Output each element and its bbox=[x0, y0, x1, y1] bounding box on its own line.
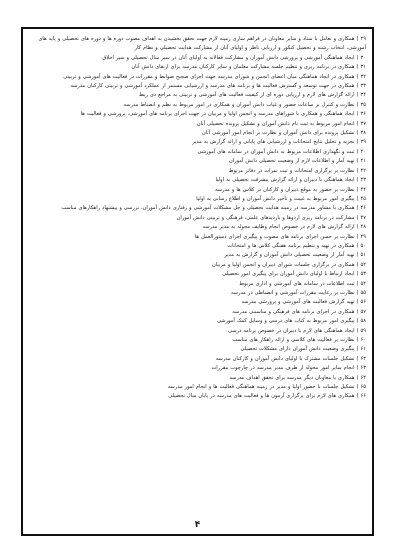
list-item: ۴۲) نظارت بر برگزاری امتحانات و ثبت نمرات در دفاتر مربوط bbox=[228, 167, 366, 174]
list-item: ۶۵) تشکیل جلسات با حضور اولیا و مدیر در زمینه هماهنگی فعالیت ها و انجام امور مدرسه bbox=[167, 384, 366, 391]
list-item: ۳۴) ارائه گزارش های لازم و ارزیابی دوره ای از کیفیت فعالیت های آموزشی و تربیتی به مراجع ذی ربط bbox=[139, 92, 366, 99]
item-number: ۴۷ bbox=[360, 214, 366, 221]
item-number: ۶۴ bbox=[360, 374, 366, 381]
list-item: ۵۲) همکاری در برگزاری جلسات شورای دبیران و انجمن اولیا و مربیان bbox=[211, 261, 366, 268]
item-text: انجام سایر امور محوله از طرف مدیر مدرسه در چارچوب مقررات bbox=[211, 365, 355, 372]
item-text: نظارت بر فعالیت های کلاسی و ارائه راهکار های مناسب bbox=[232, 337, 355, 343]
list-item: ۴۳) ایجاد هماهنگی با دبیران و ارائه گزارش پیشرفت تحصیلی به اولیا bbox=[215, 177, 366, 184]
item-text: نظارت بر حضور به موقع دبیران و کارکنان در کلاس ها و مدرسه bbox=[215, 186, 355, 193]
item-text: تشکیل جلسات با حضور اولیا و مدیر در زمینه هماهنگی فعالیت ها و انجام امور مدرسه bbox=[167, 384, 355, 391]
item-text: پیگیری امور مربوط به غیبت و تأخیر دانش آموزان و اطلاع رسانی به اولیا bbox=[196, 195, 355, 202]
item-number: ۶۲ bbox=[360, 355, 366, 362]
item-number: ۳۶ bbox=[360, 111, 366, 118]
list-item: ۳۳) همکاری در جهت توسعه و گسترش فعالیت ها و برنامه های مدرسه و ارزشیابی مستمر از عملکرد آموزشی و تربیتی کارکنان مدرسه bbox=[70, 83, 366, 90]
item-text: همکاری با معاونان دیگر مدرسه برای تحقق اهداف مدرسه bbox=[229, 374, 355, 381]
item-text: همکاری در برگزاری جلسات شورای دبیران و انجمن اولیا و مربیان bbox=[211, 261, 355, 268]
item-number: ۳۹ bbox=[360, 139, 366, 146]
list-item: ۵۴) ثبت اطلاعات در سامانه های آموزشی و اداری مربوط bbox=[239, 280, 366, 287]
list-item: ۶۴) همکاری با معاونان دیگر مدرسه برای تحقق اهداف مدرسه bbox=[229, 374, 366, 381]
item-text: نظارت بر رعایت مقررات آموزشی و انضباطی در مدرسه bbox=[231, 289, 355, 296]
item-text: تهیه گزارش فعالیت های آموزشی و پرورشی مدرسه bbox=[241, 299, 355, 306]
duties-list bbox=[31, 35, 366, 402]
list-item: ۴۸) ارائه گزارش های لازم در خصوص انجام وظایف محوله به مدیر مدرسه bbox=[202, 224, 366, 231]
item-text: مشارکت در برنامه ریزی اردوها و بازدیدهای علمی، فرهنگی و تربیتی دانش آموزان bbox=[176, 214, 355, 221]
item-number: ۴۸ bbox=[360, 224, 366, 231]
item-number: ۳۰ bbox=[360, 54, 366, 61]
item-text: پیگیری امور مربوط به کتاب های درسی و وسایل کمک آموزشی bbox=[217, 318, 355, 325]
item-number: ۶۱ bbox=[360, 346, 366, 353]
list-item: ۳۸) تشکیل پرونده برای دانش آموزان و نظارت بر انجام امور آموزشی آنان bbox=[202, 130, 366, 137]
item-text: ثبت و نگهداری اطلاعات مربوط به دانش آموزان در سامانه های آموزشی bbox=[197, 148, 355, 155]
item-text: همکاری در اجرای برنامه های فرهنگی و مناسبتی مدرسه bbox=[232, 308, 355, 315]
item-text: ایجاد هماهنگی های لازم با دبیران در خصوص برنامه درسی bbox=[228, 327, 355, 334]
list-item: ۵۷) همکاری در اجرای برنامه های فرهنگی و مناسبتی مدرسه bbox=[232, 308, 366, 315]
item-number: ۴۰ bbox=[360, 148, 366, 155]
item-text: تشکیل جلسات مشترک با اولیای دانش آموزان و کارکنان مدرسه bbox=[215, 355, 355, 362]
item-number: ۵۸ bbox=[360, 318, 366, 325]
list-item: ۳۹) تجزیه و تحلیل نتایج امتحانات و ارزشیابی های پایانی و ارائه گزارش به مدیر bbox=[192, 139, 366, 146]
item-number: ۴۶ bbox=[360, 205, 366, 212]
item-text: همکاری در برنامه ریزی و تنظیم جلسه مشارکت معلمان و سایر کارکنان مدرسه برای ارتقای دانش آنان bbox=[131, 64, 355, 71]
list-item: ۵۸) پیگیری امور مربوط به کتاب های درسی و وسایل کمک آموزشی bbox=[217, 318, 366, 325]
item-text: ثبت اطلاعات در سامانه های آموزشی و اداری مربوط bbox=[239, 280, 355, 287]
list-item: ۴۴) نظارت بر حضور به موقع دبیران و کارکنان در کلاس ها و مدرسه bbox=[215, 186, 366, 193]
list-item: ۶۲) تشکیل جلسات مشترک با اولیای دانش آموزان و کارکنان مدرسه bbox=[215, 355, 366, 362]
list-item: ۴۱) تهیه آمار و اطلاعات لازم از وضعیت تحصیلی دانش آموزان bbox=[229, 158, 366, 165]
list-item: ۴۷) مشارکت در برنامه ریزی اردوها و بازدیدهای علمی، فرهنگی و تربیتی دانش آموزان bbox=[176, 214, 366, 221]
list-item: ۵۱) تهیه آمار از وضعیت تحصیلی دانش آموزان و گزارش به مدیر bbox=[224, 252, 366, 259]
list-item: ۵۵) نظارت بر رعایت مقررات آموزشی و انضباطی در مدرسه bbox=[231, 289, 366, 296]
item-text: ایجاد هماهنگی آموزشی و پرورشی دانش آموزان و مشارکت فعالانه به اولیای آنان در سیر سال تحصیلی و سیر اخلاق bbox=[102, 54, 355, 61]
item-number: ۴۲ bbox=[360, 167, 366, 174]
item-number: ۵۰ bbox=[360, 242, 366, 249]
item-number: ۴۵ bbox=[360, 195, 366, 202]
item-number: ۶۵ bbox=[360, 384, 366, 391]
list-item: ۶۶) همکاری های لازم برای برگزاری آزمون ها و فعالیت های مدرسه در پایان سال تحصیلی bbox=[168, 393, 366, 400]
list-item: ۵۹) ایجاد هماهنگی های لازم با دبیران در خصوص برنامه درسی bbox=[228, 327, 366, 334]
item-number: ۶۳ bbox=[360, 365, 366, 372]
item-number: ۳۲ bbox=[360, 73, 366, 80]
item-text: همکاری در ایجاد هماهنگی میان اعضای انجمن و شورای مدرسه جهت اجرای صحیح ضوابط و مقررات در فعالیت های آموزشی و تربیتی bbox=[63, 73, 355, 80]
item-text: همکاری در تهیه و تنظیم برنامه هفتگی کلاس ها و امتحانات bbox=[227, 242, 355, 249]
list-item: ۴۹) نظارت بر حسن اجرای برنامه های مصوب و پیگیری اجرای دستورالعمل ها bbox=[194, 233, 366, 240]
item-number: ۶۶ bbox=[360, 393, 366, 400]
list-item: ۳۱) همکاری در برنامه ریزی و تنظیم جلسه مشارکت معلمان و سایر کارکنان مدرسه برای ارتقای دانش آنان bbox=[131, 64, 366, 71]
item-number: ۲۹ bbox=[360, 36, 366, 42]
item-text: همکاری در جهت توسعه و گسترش فعالیت ها و برنامه های مدرسه و ارزشیابی مستمر از عملکرد آموزشی و تربیتی کارکنان مدرسه bbox=[70, 83, 355, 90]
item-number: ۶۰ bbox=[360, 337, 366, 343]
document-frame bbox=[21, 27, 374, 536]
item-number: ۵۴ bbox=[360, 280, 366, 287]
list-item: ۴۵) پیگیری امور مربوط به غیبت و تأخیر دانش آموزان و اطلاع رسانی به اولیا bbox=[196, 195, 366, 202]
item-number: ۴۱ bbox=[360, 158, 366, 165]
item-text: تهیه آمار و اطلاعات لازم از وضعیت تحصیلی دانش آموزان bbox=[229, 158, 355, 165]
item-number: ۴۹ bbox=[360, 233, 366, 240]
item-text: همکاری های لازم برای برگزاری آزمون ها و فعالیت های مدرسه در پایان سال تحصیلی bbox=[168, 393, 355, 400]
item-text: همکاری با مشاور مدرسه در زمینه هدایت تحصیلی و حل مشکلات آموزشی و رفتاری دانش آموزان، بررسی و پیشنهاد راهکارهای مناسب bbox=[61, 205, 355, 212]
item-text: همکاری و تعامل با ستاد و سایر معاونان در فراهم سازی زمینه لازم جهت تحقق بخشیدن به اهداف مصوب دوره ها و دوره های تحصیلی و پایه های آموزشی، انتخاب رشته و تحصیل کنکور و ارزیابی ناظر و اولیای آنان از مشارکت هدایت تحصیلی و نظام کار bbox=[38, 36, 366, 52]
item-number: ۳۷ bbox=[360, 120, 366, 127]
item-number: ۳۳ bbox=[360, 83, 366, 90]
item-number: ۵۱ bbox=[360, 252, 366, 259]
list-item: ۳۲) همکاری در ایجاد هماهنگی میان اعضای انجمن و شورای مدرسه جهت اجرای صحیح ضوابط و مقررات در فعالیت های آموزشی و تربیتی bbox=[63, 73, 366, 80]
item-text: نظارت بر حسن اجرای برنامه های مصوب و پیگیری اجرای دستورالعمل ها bbox=[194, 233, 355, 240]
list-item: ۴۰) ثبت و نگهداری اطلاعات مربوط به دانش آموزان در سامانه های آموزشی bbox=[197, 148, 366, 155]
item-number: ۵۳ bbox=[360, 271, 366, 278]
item-text: پیگیری وضعیت دانش آموزان دارای مشکلات تحصیلی bbox=[240, 346, 355, 353]
item-number: ۳۱ bbox=[360, 64, 366, 71]
item-number: ۴۳ bbox=[360, 177, 366, 184]
item-number: ۳۵ bbox=[360, 101, 366, 108]
list-item: ۴۶) همکاری با مشاور مدرسه در زمینه هدایت تحصیلی و حل مشکلات آموزشی و رفتاری دانش آموزان، بررسی و پیشنهاد راهکارهای مناسب bbox=[61, 205, 366, 212]
item-number: ۴۴ bbox=[360, 186, 366, 193]
item-text: ارائه گزارش های لازم در خصوص انجام وظایف محوله به مدیر مدرسه bbox=[202, 224, 355, 231]
list-item: ۶۱) پیگیری وضعیت دانش آموزان دارای مشکلات تحصیلی bbox=[240, 346, 366, 353]
list-item: ۶۰) نظارت بر فعالیت های کلاسی و ارائه راهکار های مناسب bbox=[232, 337, 366, 343]
item-text: ارائه گزارش های لازم و ارزیابی دوره ای از کیفیت فعالیت های آموزشی و تربیتی به مراجع ذی ربط bbox=[139, 92, 355, 99]
item-text: ایجاد هماهنگی و همکاری با شوراهای مدرسه و انجمن اولیا و مربیان در جهت اجرای برنامه های آموزشی، پرورشی و فعالیت ها bbox=[80, 111, 355, 118]
list-item: ۳۶) ایجاد هماهنگی و همکاری با شوراهای مدرسه و انجمن اولیا و مربیان در جهت اجرای برنامه های آموزشی، پرورشی و فعالیت ها bbox=[80, 111, 366, 118]
item-number: ۳۸ bbox=[360, 130, 366, 137]
item-text: تهیه آمار از وضعیت تحصیلی دانش آموزان و گزارش به مدیر bbox=[224, 252, 355, 259]
item-text: نظارت بر برگزاری امتحانات و ثبت نمرات در دفاتر مربوط bbox=[228, 167, 355, 174]
list-item: ۵۰) همکاری در تهیه و تنظیم برنامه هفتگی کلاس ها و امتحانات bbox=[227, 242, 366, 249]
item-number: ۵۶ bbox=[360, 299, 366, 306]
item-number: ۵۹ bbox=[360, 327, 366, 334]
list-item: ۵۳) ایجاد ارتباط با اولیای دانش آموزان برای پیگیری امور تحصیلی bbox=[222, 271, 366, 278]
list-item: ۲۹) همکاری و تعامل با ستاد و سایر معاونان در فراهم سازی زمینه لازم جهت تحقق بخشیدن به اهداف مصوب دوره ها و دوره های تحصیلی و پایه های آموزشی، انتخاب رشته و تحصیل کنکور و ارزیابی ناظر و اولیای آنان از مشارکت هدایت تحصیلی و نظام کار bbox=[38, 36, 366, 52]
item-text: نظارت و کنترل بر ساعات حضور و غیاب دانش آموزان و همکاری در امور مربوط به نظم و انضباط مدرسه bbox=[123, 101, 355, 108]
item-number: ۳۴ bbox=[360, 92, 366, 99]
item-text: ایجاد ارتباط با اولیای دانش آموزان برای پیگیری امور تحصیلی bbox=[222, 271, 355, 278]
page-number: ۴ bbox=[194, 520, 201, 530]
item-number: ۵۷ bbox=[360, 308, 366, 315]
item-number: ۵۲ bbox=[360, 261, 366, 268]
list-item: ۳۷) انجام امور مربوط به ثبت نام دانش آموزان و تشکیل پرونده تحصیلی آنان bbox=[196, 120, 366, 127]
item-text: ایجاد هماهنگی با دبیران و ارائه گزارش پیشرفت تحصیلی به اولیا bbox=[215, 177, 355, 184]
list-item: ۳۵) نظارت و کنترل بر ساعات حضور و غیاب دانش آموزان و همکاری در امور مربوط به نظم و انضباط مدرسه bbox=[123, 101, 366, 108]
item-text: تجزیه و تحلیل نتایج امتحانات و ارزشیابی های پایانی و ارائه گزارش به مدیر bbox=[192, 139, 355, 146]
item-text: تشکیل پرونده برای دانش آموزان و نظارت بر انجام امور آموزشی آنان bbox=[202, 130, 355, 137]
list-item: ۶۳) انجام سایر امور محوله از طرف مدیر مدرسه در چارچوب مقررات bbox=[211, 365, 366, 372]
item-text: انجام امور مربوط به ثبت نام دانش آموزان و تشکیل پرونده تحصیلی آنان bbox=[196, 120, 355, 127]
list-item: ۳۰) ایجاد هماهنگی آموزشی و پرورشی دانش آموزان و مشارکت فعالانه به اولیای آنان در سیر سال تحصیلی و سیر اخلاق bbox=[102, 54, 366, 61]
list-item: ۵۶) تهیه گزارش فعالیت های آموزشی و پرورشی مدرسه bbox=[241, 299, 366, 306]
item-number: ۵۵ bbox=[360, 289, 366, 296]
